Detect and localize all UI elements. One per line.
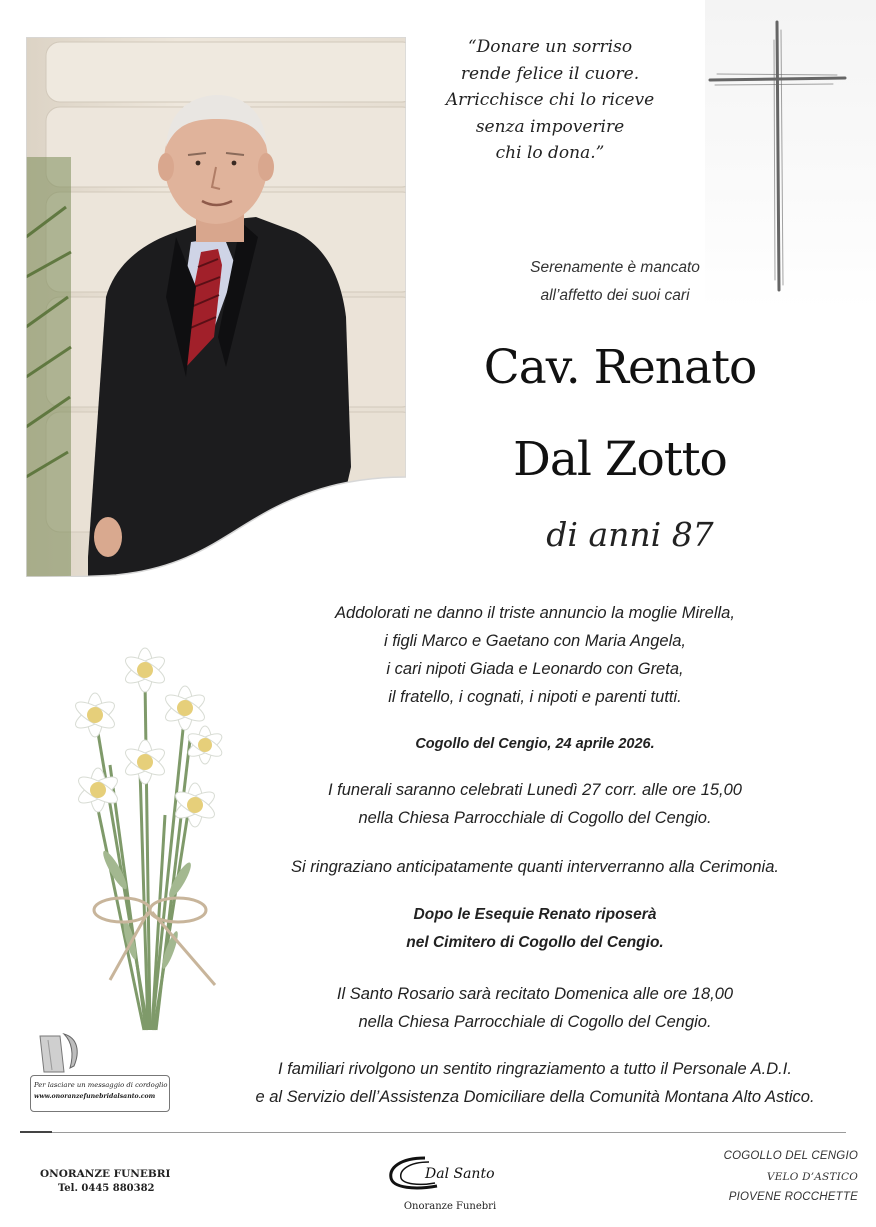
agency-phone: Tel. 0445 880382	[58, 1183, 155, 1194]
location-velo: VELO D’ASTICO	[766, 1171, 858, 1183]
quote-line: “Donare un sorriso	[467, 37, 633, 57]
rosary-line: Il Santo Rosario sarà recitato Domenica alle ore 18,00	[336, 985, 734, 1003]
burial-line: nel Cimitero di Cogollo del Cengio.	[406, 934, 664, 951]
intro-line: all’affetto dei suoi cari	[540, 287, 690, 304]
footer-divider-accent	[20, 1131, 52, 1133]
place-date: Cogollo del Cengio, 24 aprile 2026.	[415, 736, 655, 752]
passing-intro	[470, 254, 760, 310]
portrait-photo	[26, 37, 406, 577]
deceased-name-last: Dal Zotto	[513, 432, 727, 487]
deceased-name-first: Cav. Renato	[483, 340, 757, 395]
intro-line: Serenamente è mancato	[530, 259, 700, 276]
location-piovene: PIOVENE ROCCHETTE	[728, 1191, 858, 1203]
logo-caption: Onoranze Funebri	[403, 1201, 497, 1212]
family-line: i figli Marco e Gaetano con Maria Angela,	[383, 632, 687, 650]
staff-line: e al Servizio dell’Assistenza Domiciliare della Comunità Montana Alto Astico.	[255, 1088, 815, 1106]
burial-line: Dopo le Esequie Renato riposerà	[413, 906, 657, 923]
funeral-line: nella Chiesa Parrocchiale di Cogollo del Cengio.	[358, 809, 712, 827]
condolence-text: Per lasciare un messaggio di cordoglio	[34, 1081, 168, 1089]
staff-line: I familiari rivolgono un sentito ringraziamento a tutto il Personale A.D.I.	[278, 1060, 792, 1078]
family-line: Addolorati ne danno il triste annuncio la moglie Mirella,	[335, 604, 735, 622]
logo-text: Dal Santo	[425, 1166, 495, 1182]
agency-name: ONORANZE FUNEBRI	[40, 1168, 171, 1180]
condolence-link[interactable]: www.onoranzefunebridalsanto.com	[34, 1093, 156, 1100]
advance-thanks: Si ringraziano anticipatamente quanti interverranno alla Cerimonia.	[291, 858, 779, 876]
footer-divider	[20, 1132, 846, 1133]
family-line: il fratello, i cognati, i nipoti e parenti tutti.	[388, 688, 682, 706]
staff-thanks	[200, 1055, 870, 1111]
rosary-info	[200, 980, 870, 1036]
family-line: i cari nipoti Giada e Leonardo con Greta,	[386, 660, 684, 678]
funeral-line: I funerali saranno celebrati Lunedì 27 corr. alle ore 15,00	[328, 781, 742, 799]
quote-line: rende felice il cuore.	[460, 63, 640, 84]
deceased-age: di anni 87	[546, 515, 714, 554]
family-announcement	[200, 599, 870, 711]
quote-line: Arricchisce chi lo riceve	[445, 90, 655, 110]
opening-quote	[430, 34, 670, 167]
rosary-line: nella Chiesa Parrocchiale di Cogollo del Cengio.	[358, 1013, 712, 1031]
quote-line: senza impoverire	[475, 116, 625, 137]
burial-info	[200, 901, 870, 957]
funeral-info	[200, 776, 870, 832]
quote-line: chi lo dona.”	[495, 143, 605, 163]
edelweiss-bouquet-image	[40, 640, 250, 1040]
location-cogollo: COGOLLO DEL CENGIO	[723, 1150, 858, 1162]
